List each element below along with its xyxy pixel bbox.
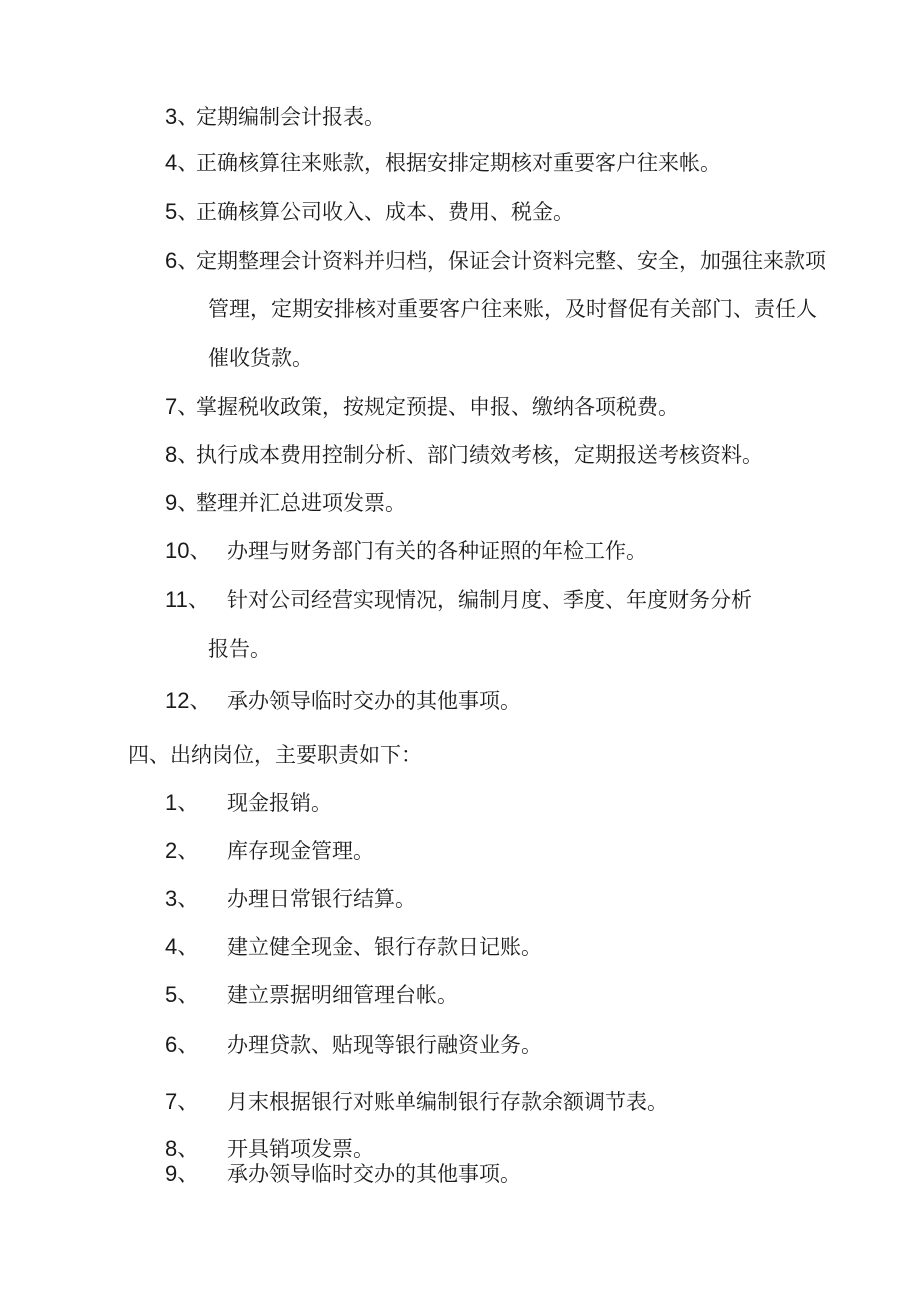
list-item-text: 报告。 — [208, 637, 271, 661]
list-item — [165, 394, 679, 420]
list-item-number: 3、 — [165, 886, 200, 911]
list-item-number: 6、 — [165, 1032, 200, 1057]
list-item-number: 5、 — [165, 982, 200, 1007]
list-item-number: 7、 — [165, 394, 200, 419]
list-item-text: 库存现金管理。 — [227, 839, 374, 863]
list-item-text: 定期编制会计报表。 — [196, 105, 385, 129]
list-item-number: 8、 — [165, 1136, 200, 1161]
list-item-text: 管理，定期安排核对重要客户往来账，及时督促有关部门、责任人 — [208, 297, 817, 321]
list-item-number: 7、 — [165, 1089, 200, 1114]
list-item-number: 11、 — [165, 587, 210, 612]
list-item — [165, 1161, 521, 1187]
list-item-text: 掌握税收政策，按规定预提、申报、缴纳各项税费。 — [196, 395, 679, 419]
list-item-number: 5、 — [165, 199, 200, 224]
list-item — [165, 538, 647, 564]
list-item — [165, 1089, 668, 1115]
list-item-number: 8、 — [165, 442, 200, 467]
list-item-text: 办理日常银行结算。 — [227, 887, 416, 911]
list-item-text: 催收货款。 — [208, 346, 313, 370]
list-item-continuation — [208, 296, 817, 322]
list-item-number: 10、 — [165, 538, 212, 563]
list-item-text: 正确核算往来账款，根据安排定期核对重要客户往来帐。 — [196, 151, 721, 175]
list-item-text: 正确核算公司收入、成本、费用、税金。 — [196, 200, 574, 224]
list-item-text: 办理贷款、贴现等银行融资业务。 — [227, 1033, 542, 1057]
list-item-text: 开具销项发票。 — [227, 1137, 374, 1161]
list-item — [165, 886, 416, 912]
list-item — [165, 1136, 374, 1162]
list-item — [165, 934, 542, 960]
list-item-text: 现金报销。 — [227, 791, 332, 815]
list-item-text: 承办领导临时交办的其他事项。 — [227, 1162, 521, 1186]
list-item-text: 承办领导临时交办的其他事项。 — [227, 689, 521, 713]
list-item-text: 定期整理会计资料并归档，保证会计资料完整、安全，加强往来款项 — [196, 249, 826, 273]
list-item — [165, 587, 752, 613]
list-item-number: 9、 — [165, 1161, 200, 1186]
list-item-text: 办理与财务部门有关的各种证照的年检工作。 — [227, 539, 647, 563]
list-item — [165, 688, 521, 714]
list-item — [165, 838, 374, 864]
list-item-number: 1、 — [165, 790, 200, 815]
list-item — [165, 150, 721, 176]
list-item-text: 整理并汇总进项发票。 — [196, 491, 406, 515]
list-item-text: 建立票据明细管理台帐。 — [227, 983, 458, 1007]
section-heading-text: 四、出纳岗位，主要职责如下： — [128, 743, 422, 767]
list-item-number: 4、 — [165, 150, 200, 175]
list-item-continuation — [208, 345, 313, 371]
list-item-number: 12、 — [165, 688, 212, 713]
list-item-number: 3、 — [165, 104, 200, 129]
list-item-text: 建立健全现金、银行存款日记账。 — [227, 935, 542, 959]
list-item-text: 月末根据银行对账单编制银行存款余额调节表。 — [227, 1090, 668, 1114]
list-item — [165, 490, 406, 516]
list-item-number: 4、 — [165, 934, 200, 959]
list-item-number: 6、 — [165, 248, 200, 273]
list-item — [165, 248, 826, 274]
list-item — [165, 199, 574, 225]
section-heading — [128, 742, 422, 768]
list-item — [165, 982, 458, 1008]
list-item — [165, 790, 332, 816]
list-item-text: 针对公司经营实现情况，编制月度、季度、年度财务分析 — [227, 588, 752, 612]
list-item-continuation — [208, 636, 271, 662]
list-item — [165, 104, 385, 130]
list-item-number: 9、 — [165, 490, 200, 515]
list-item-number: 2、 — [165, 838, 200, 863]
list-item — [165, 442, 763, 468]
list-item — [165, 1032, 542, 1058]
list-item-text: 执行成本费用控制分析、部门绩效考核，定期报送考核资料。 — [196, 443, 763, 467]
